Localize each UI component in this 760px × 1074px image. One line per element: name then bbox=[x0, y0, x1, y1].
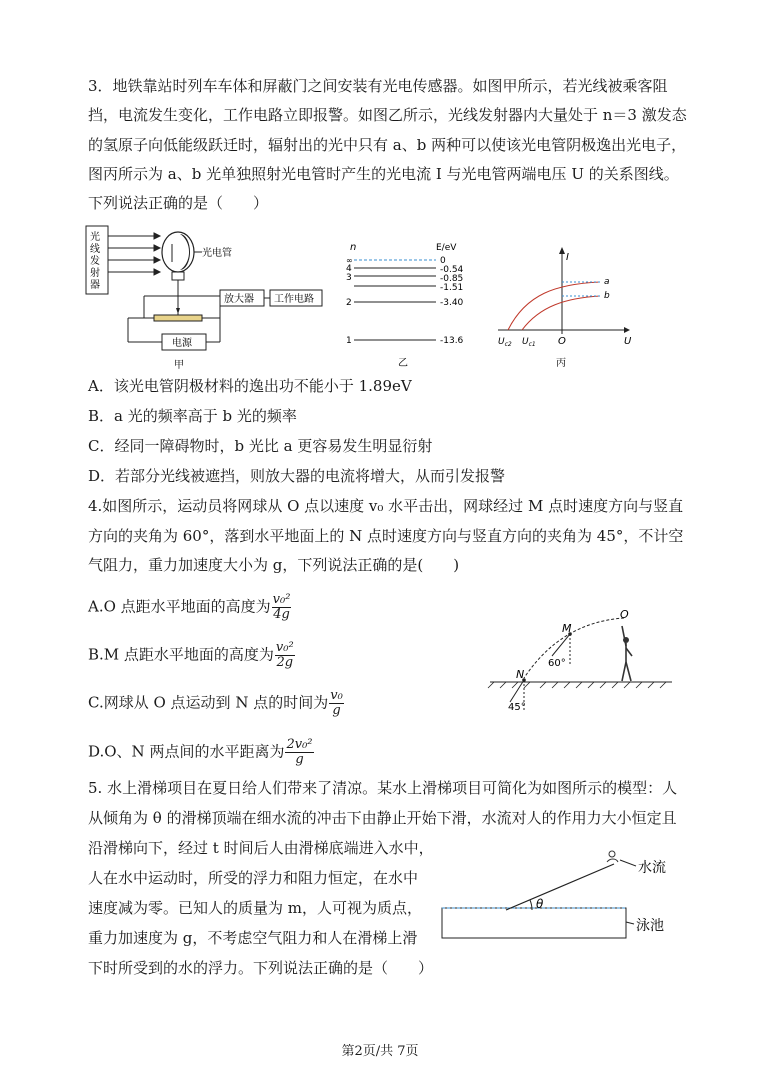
q4-option-a-text: A.O 点距水平地面的高度为 bbox=[88, 597, 271, 616]
q4-option-b-text: B.M 点距水平地面的高度为 bbox=[88, 645, 274, 664]
emitter-label-2: 线 bbox=[90, 244, 100, 255]
q3-line-5: 下列说法正确的是（ ） bbox=[88, 194, 269, 212]
q5-line-6: 重力加速度为 g，不考虑空气阻力和人在滑梯上滑 bbox=[88, 929, 418, 947]
u-axis-label: U bbox=[624, 336, 632, 347]
q3-line-4: 图丙所示为 a、b 光单独照射光电管时产生的光电流 I 与光电管两端电压 U 的关系图线。 bbox=[88, 165, 679, 183]
work-label: 工作电路 bbox=[274, 294, 314, 305]
emitter-label-5: 器 bbox=[90, 280, 100, 291]
q5-line-3: 沿滑梯向下，经过 t 时间后人由滑梯底端进入水中， bbox=[88, 839, 434, 857]
power-label: 电源 bbox=[172, 338, 192, 349]
n-axis-label: n bbox=[350, 242, 357, 253]
q3-line-3: 的氢原子向低能级跃迁时，辐射出的光中只有 a、b 两种可以使该光电管阴极逸出光电子， bbox=[88, 136, 687, 154]
q5-line-1: 5. 水上滑梯项目在夏日给人们带来了清凉。某水上滑梯项目可简化为如图所示的模型：人 bbox=[88, 779, 678, 797]
q4-line-3: 气阻力，重力加速度大小为 g，下列说法正确的是( ) bbox=[88, 556, 460, 574]
q3-line-1: 3．地铁靠站时列车车体和屏蔽门之间安装有光电传感器。如图甲所示，若光线被乘客阻 bbox=[88, 77, 668, 95]
label-a: a bbox=[604, 277, 610, 287]
pool-label: 泳池 bbox=[636, 918, 664, 934]
q3-line-2: 挡，电流发生变化，工作电路立即报警。如图乙所示，光线发射器内大量处于 n＝3 激发态 bbox=[88, 106, 687, 124]
trajectory bbox=[524, 618, 624, 678]
uc2-label: $U_{c2}$ bbox=[498, 337, 512, 348]
curve-b bbox=[522, 296, 600, 330]
level-inf-e: 0 bbox=[440, 256, 446, 266]
q4-option-c bbox=[88, 689, 344, 718]
q4-option-b-frac: $\frac{\text{v₀²}}{2g}$ bbox=[275, 640, 294, 670]
water-flow-label: 水流 bbox=[638, 860, 666, 876]
level-3-e: -0.85 bbox=[440, 274, 464, 284]
caption-jia: 甲 bbox=[174, 360, 184, 371]
label-m: M bbox=[562, 622, 572, 635]
level-4-e: -0.54 bbox=[440, 265, 464, 275]
athlete-icon bbox=[622, 626, 632, 681]
curve-a bbox=[508, 282, 600, 330]
light-rays bbox=[108, 233, 160, 275]
q5-line-5: 速度减为零。已知人的质量为 m，人可视为质点， bbox=[88, 899, 422, 917]
level-inf-n: ∞ bbox=[346, 256, 353, 265]
q3-option-c: C．经同一障碍物时，b 光比 a 更容易发生明显衍射 bbox=[88, 437, 433, 455]
theta-label: θ bbox=[536, 897, 544, 911]
level-1-n: 1 bbox=[346, 336, 352, 346]
q5-line-2: 从倾角为 θ 的滑梯顶端在细水流的冲击下由静止开始下滑，水流对人的作用力大小恒定且 bbox=[88, 809, 677, 827]
i-axis-label: I bbox=[566, 252, 569, 263]
q4-option-d-frac: $\frac{\text{2v₀²}}{g}$ bbox=[286, 737, 313, 767]
level-3b-e: -1.51 bbox=[440, 283, 464, 293]
q4-line-2: 方向的夹角为 60°，落到水平地面上的 N 点时速度方向与竖直方向的夹角为 45°，不计空 bbox=[88, 527, 684, 545]
level-2-n: 2 bbox=[346, 298, 352, 308]
q4-option-b bbox=[88, 641, 295, 670]
caption-yi: 乙 bbox=[398, 358, 408, 369]
q4-option-a bbox=[88, 593, 291, 622]
emitter-label-3: 发 bbox=[90, 256, 100, 267]
caption-bing: 丙 bbox=[556, 358, 566, 369]
person-icon bbox=[607, 851, 618, 862]
amp-label: 放大器 bbox=[224, 294, 254, 305]
origin-label: O bbox=[558, 336, 566, 347]
pool-box bbox=[442, 908, 626, 938]
q3-option-a: A．该光电管阴极材料的逸出功不能小于 1.89eV bbox=[88, 377, 412, 395]
level-4-n: 4 bbox=[346, 264, 352, 274]
figure-q4-tennis bbox=[486, 606, 676, 720]
figure-yi-energy-levels bbox=[340, 240, 480, 370]
tube-label: 光电管 bbox=[202, 248, 232, 259]
q4-option-c-text: C.网球从 O 点运动到 N 点的时间为 bbox=[88, 693, 329, 712]
level-1-e: -13.6 bbox=[440, 336, 464, 346]
label-45: 45° bbox=[508, 702, 526, 713]
figure-q5-slide bbox=[436, 846, 676, 946]
emitter-label-1: 光 bbox=[90, 232, 100, 243]
label-o: O bbox=[620, 608, 629, 621]
page-footer: 第2页/共 7页 bbox=[341, 1044, 419, 1059]
label-b: b bbox=[604, 291, 610, 301]
level-2-e: -3.40 bbox=[440, 298, 464, 308]
q3-option-b: B．a 光的频率高于 b 光的频率 bbox=[88, 407, 297, 425]
q3-option-d: D．若部分光线被遮挡，则放大器的电流将增大，从而引发报警 bbox=[88, 467, 506, 485]
resistor bbox=[154, 315, 202, 321]
figure-bing-iu-graph bbox=[496, 244, 646, 372]
q4-option-d-text: D.O、N 两点间的水平距离为 bbox=[88, 742, 285, 761]
emitter-label-4: 射 bbox=[90, 268, 100, 279]
q4-option-a-frac: $\frac{\text{v₀²}}{4g}$ bbox=[272, 592, 291, 622]
e-axis-label: E/eV bbox=[436, 243, 457, 253]
uc1-label: $U_{c1}$ bbox=[522, 337, 536, 348]
q4-line-1: 4.如图所示，运动员将网球从 O 点以速度 v₀ 水平击出，网球经过 M 点时速度方向与竖直 bbox=[88, 497, 684, 515]
level-3-n: 3 bbox=[346, 273, 352, 283]
q5-line-7: 下时所受到的水的浮力。下列说法正确的是（ ） bbox=[88, 959, 434, 977]
q5-line-4: 人在水中运动时，所受的浮力和阻力恒定，在水中 bbox=[88, 869, 419, 887]
figure-jia-circuit bbox=[84, 222, 357, 372]
q4-option-d bbox=[88, 738, 314, 767]
label-60: 60° bbox=[548, 658, 566, 669]
q4-option-c-frac: $\frac{\text{v₀}}{g}$ bbox=[330, 688, 343, 718]
label-n: N bbox=[516, 668, 525, 681]
slide-line bbox=[506, 864, 614, 910]
